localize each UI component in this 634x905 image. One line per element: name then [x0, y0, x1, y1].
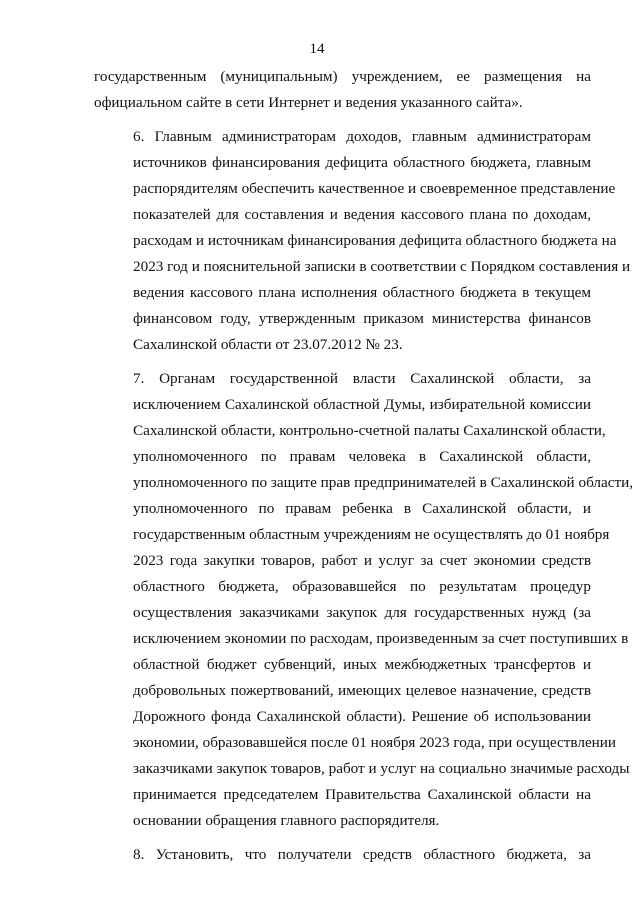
text-line: ведения кассового плана исполнения областного бюджета в текущем: [133, 284, 591, 301]
paragraph-8: [94, 842, 591, 868]
text-line: Сахалинской области от 23.07.2012 № 23.: [133, 336, 403, 353]
text-line: 8. Установить, что получатели средств областного бюджета, за: [133, 846, 591, 863]
text-line: основании обращения главного распорядителя.: [133, 812, 440, 829]
text-line: принимается председателем Правительства Сахалинской области на: [133, 786, 591, 803]
text-line: 7. Органам государственной власти Сахалинской области, за: [133, 370, 591, 387]
text-line: областной бюджет субвенций, иных межбюджетных трансфертов и: [133, 656, 591, 673]
page-number: 14: [309, 41, 325, 57]
text-line: заказчиками закупок товаров, работ и услуг на социально значимые расходы: [133, 760, 630, 777]
paragraph-7: [94, 366, 634, 834]
text-line: Дорожного фонда Сахалинской области). Решение об использовании: [133, 708, 591, 725]
text-line: 2023 года закупки товаров, работ и услуг за счет экономии средств: [133, 552, 591, 569]
text-line: осуществления заказчиками закупок для государственных нужд (за: [133, 604, 591, 621]
text-line: уполномоченного по защите прав предпринимателей в Сахалинской области,: [133, 474, 634, 491]
text-line: исключением Сахалинской областной Думы, избирательной комиссии: [133, 396, 591, 413]
text-line: исключением экономии по расходам, произведенным за счет поступивших в: [133, 630, 629, 647]
text-line: уполномоченного по правам человека в Сахалинской области,: [133, 448, 591, 465]
paragraph-continuation: [94, 64, 591, 116]
text-line: государственным областным учреждениям не осуществлять до 01 ноября: [133, 526, 610, 543]
text-line: показателей для составления и ведения кассового плана по доходам,: [133, 206, 591, 223]
text-line: финансовом году, утвержденным приказом министерства финансов: [133, 310, 591, 327]
text-line: Сахалинской области, контрольно-счетной палаты Сахалинской области,: [133, 422, 606, 439]
paragraph-6: [94, 124, 631, 358]
text-line: 2023 год и пояснительной записки в соответствии с Порядком составления и: [133, 258, 631, 275]
text-line: 6. Главным администраторам доходов, главным администраторам: [133, 128, 591, 145]
text-line: расходам и источникам финансирования дефицита областного бюджета на: [133, 232, 617, 249]
text-line: уполномоченного по правам ребенка в Сахалинской области, и: [133, 500, 591, 517]
text-line: распорядителям обеспечить качественное и своевременное представление: [133, 180, 616, 197]
text-line: государственным (муниципальным) учреждением, ее размещения на: [94, 68, 591, 85]
text-line: источников финансирования дефицита областного бюджета, главным: [133, 154, 591, 171]
document-body: [94, 64, 634, 876]
text-line: официальном сайте в сети Интернет и ведения указанного сайта».: [94, 94, 523, 111]
text-line: добровольных пожертвований, имеющих целевое назначение, средств: [133, 682, 591, 699]
text-line: областного бюджета, образовавшейся по результатам процедур: [133, 578, 591, 595]
text-line: экономии, образовавшейся после 01 ноября 2023 года, при осуществлении: [133, 734, 617, 751]
